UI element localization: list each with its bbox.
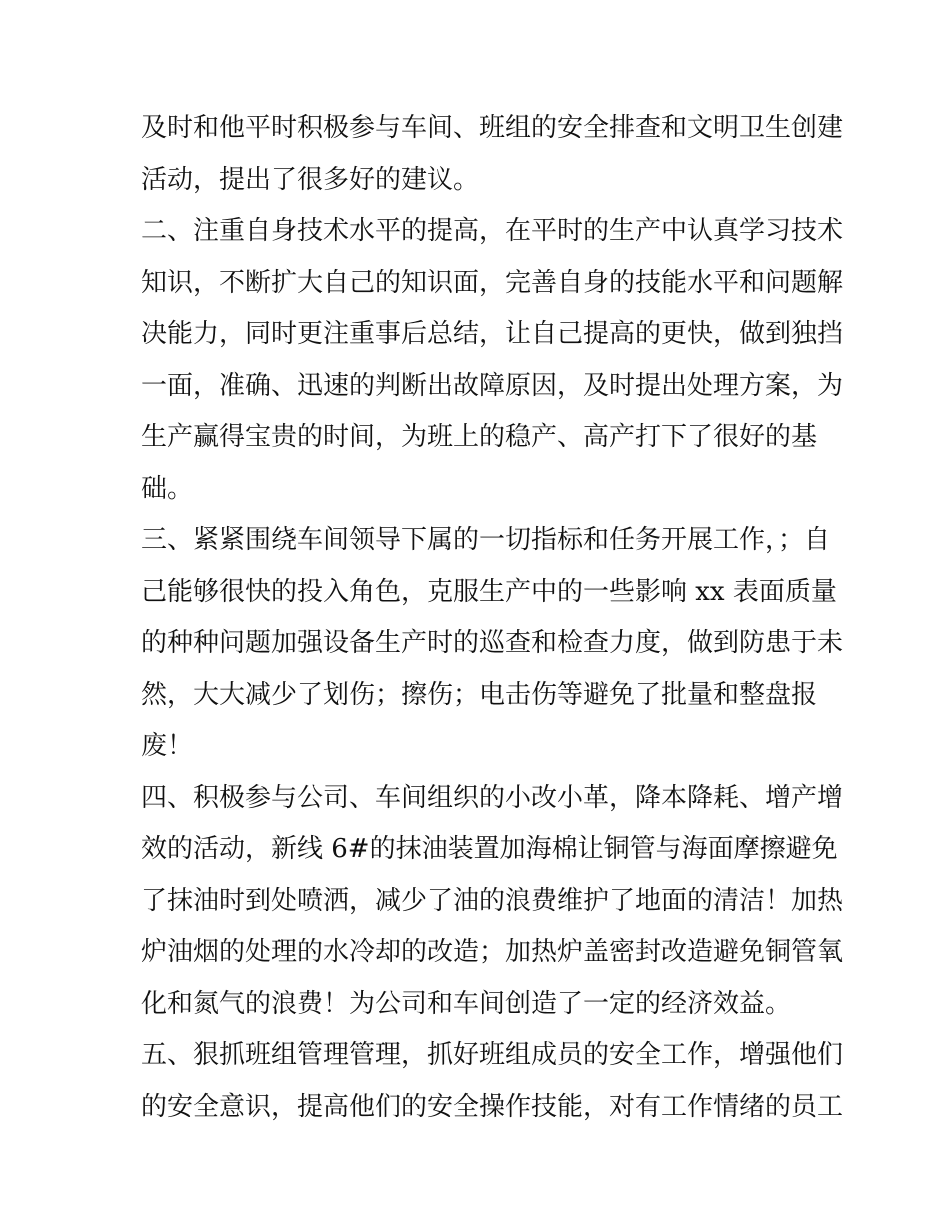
text-line: 一面，准确、迅速的判断出故障原因，及时提出处理方案，为 — [141, 370, 844, 401]
text-line: 及时和他平时积极参与车间、班组的安全排查和文明卫生创建 — [141, 113, 844, 143]
text-line: 了抹油时到处喷洒，减少了油的浪费维护了地面的清洁！加热 — [141, 885, 844, 916]
text-line: 废！ — [141, 731, 194, 761]
text-line: 五、狠抓班组管理管理，抓好班组成员的安全工作，增强他们 — [141, 1040, 844, 1070]
text-line: 己能够很快的投入角色，克服生产中的一些影响 xx 表面质量 — [141, 576, 837, 607]
text-line: 效的活动，新线 6#的抹油装置加海棉让铜管与海面摩擦避免 — [141, 834, 838, 864]
text-line: 三、紧紧围绕车间领导下属的一切指标和任务开展工作，；自 — [141, 525, 831, 555]
body-text — [141, 103, 844, 1133]
text-line: 决能力，同时更注重事后总结，让自己提高的更快，做到独挡 — [141, 319, 844, 349]
text-line: 的安全意识，提高他们的安全操作技能，对有工作情绪的员工 — [141, 1091, 844, 1122]
text-line: 炉油烟的处理的水冷却的改造；加热炉盖密封改造避免铜管氧 — [141, 937, 844, 967]
text-line: 知识，不断扩大自己的知识面，完善自身的技能水平和问题解 — [141, 267, 844, 298]
text-line: 础。 — [141, 473, 194, 504]
text-line: 生产赢得宝贵的时间，为班上的稳产、高产打下了很好的基 — [141, 422, 818, 452]
text-line: 然，大大减少了划伤；擦伤；电击伤等避免了批量和整盘报 — [141, 679, 818, 710]
text-line: 四、积极参与公司、车间组织的小改小革，降本降耗、增产增 — [141, 782, 844, 813]
text-line: 的种种问题加强设备生产时的巡查和检查力度，做到防患于未 — [141, 628, 844, 658]
text-line: 化和氮气的浪费！为公司和车间创造了一定的经济效益。 — [141, 988, 792, 1019]
text-line: 活动，提出了很多好的建议。 — [141, 164, 480, 195]
text-line: 二、注重自身技术水平的提高，在平时的生产中认真学习技术 — [141, 216, 844, 246]
